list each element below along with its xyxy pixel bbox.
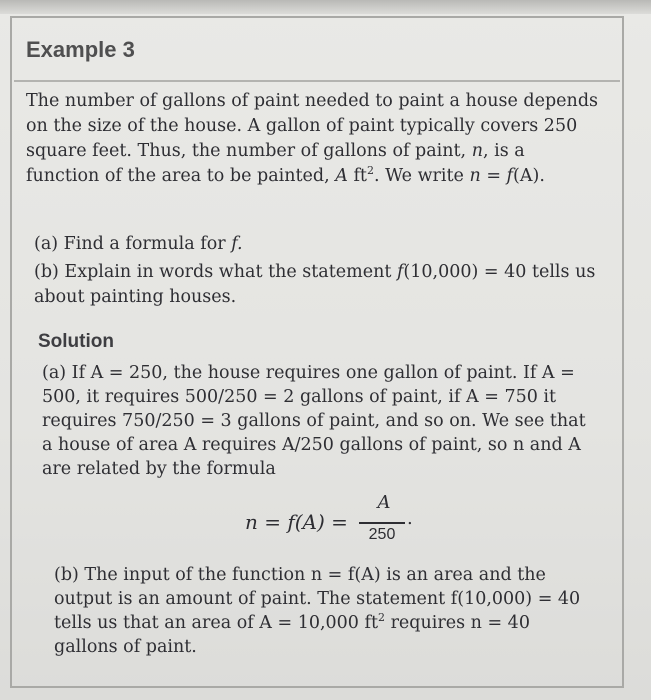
solution-heading: Solution [38,331,114,352]
fraction-bar [359,522,405,524]
part-b-question: (b) Explain in words what the statement f(10,000) = 40 tells us about painting houses. [34,262,596,307]
formula-period: . [407,508,413,529]
title-divider [14,80,620,82]
solution-part-a: (a) If A = 250, the house requires one gallon of paint. If A = 500, it requires 500/250 = 2 gallons of paint, if A = 750 it requires 750/250 = 3 gallons of paint, and so on. We see that a house of area A requires A/250 gallons of paint, so n and A are related by the formula [42,363,586,479]
problem-statement: The number of gallons of paint needed to paint a house depends on the size of the house. A gallon of paint typically covers 250 square feet. Thus, the number of gallons of paint, n, is a function of the area to be painted, A $ft^2$. We write n = f(A). [26,91,598,186]
formula-numerator: A [377,492,391,513]
top-shadow [0,0,651,14]
example-title: Example 3 [26,37,135,62]
part-a-question: (a) Find a formula for f. [34,234,243,254]
solution-part-b: (b) The input of the function n = f(A) is an area and the output is an amount of paint. The statement f(10,000) = 40 tells us that an area of A = 10,000 $ft^2$ requires n = 40 gallons of paint. [54,565,581,657]
formula-denominator: 250 [368,526,396,543]
formula-lhs: n = f(A) = [245,510,348,534]
formula [245,488,425,558]
